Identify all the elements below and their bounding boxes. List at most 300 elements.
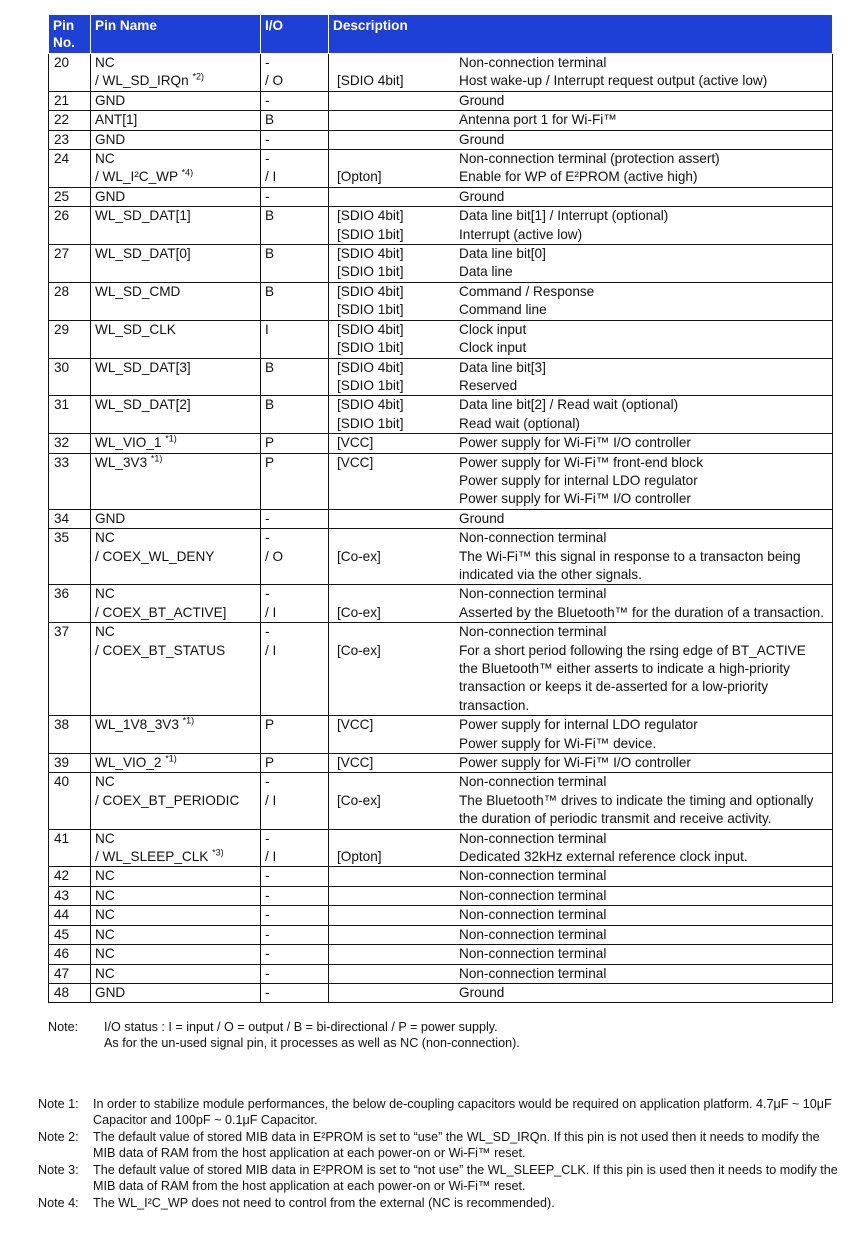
io-cell — [261, 585, 329, 623]
description-line: Command line — [459, 302, 547, 318]
description-cell — [329, 754, 833, 773]
pin-name: / COEX_WL_DENY — [95, 548, 215, 564]
interface-mode — [337, 945, 459, 963]
interface-mode: [SDIO 4bit] — [337, 359, 404, 375]
description-text-column — [459, 434, 832, 452]
pin-name: NC — [95, 586, 115, 602]
description-line: For a short period following the rsing edge of BT_ACTIVE the Bluetooth™ either asserts to indicate a high-priority transaction or keeps it de-asserted for a low-priority transaction. — [459, 642, 806, 713]
pin-number: 39 — [49, 754, 91, 773]
pin-name: NC — [95, 926, 115, 942]
interface-mode-column — [329, 188, 459, 206]
io-type: P — [265, 435, 275, 451]
interface-mode-column — [329, 585, 459, 622]
table-row — [49, 320, 833, 358]
description-text-column — [459, 965, 832, 983]
table-row — [49, 945, 833, 964]
pin-name: / WL_SLEEP_CLK $^{*3)}$ — [95, 847, 224, 865]
io-cell — [261, 130, 329, 149]
pin-name-cell — [91, 396, 261, 434]
description-line: Reserved — [459, 377, 518, 393]
pin-name: WL_SD_CLK — [95, 321, 176, 337]
table-row — [49, 282, 833, 320]
description-line: Interrupt (active low) — [459, 226, 583, 242]
description-line: Power supply for Wi-Fi™ I/O controller — [459, 435, 691, 451]
pin-name-cell — [91, 453, 261, 509]
io-cell — [261, 282, 329, 320]
io-cell — [261, 245, 329, 283]
io-cell — [261, 529, 329, 585]
pin-name: WL_VIO_1 $^{*1)}$ — [95, 433, 177, 451]
table-row — [49, 207, 833, 245]
io-type: - — [265, 774, 270, 790]
io-cell — [261, 207, 329, 245]
description-text-column — [459, 754, 832, 772]
description-cell — [329, 964, 833, 983]
description-cell — [329, 187, 833, 206]
io-cell — [261, 886, 329, 905]
pin-name-cell — [91, 509, 261, 528]
description-text-column — [459, 131, 832, 149]
pin-number: 30 — [49, 358, 91, 396]
description-cell — [329, 282, 833, 320]
description-text-column — [459, 188, 832, 206]
description-line: Non-connection terminal — [459, 55, 607, 70]
interface-mode-column — [329, 111, 459, 129]
description-text-column — [459, 207, 832, 244]
io-type: - — [265, 965, 270, 981]
io-type: - — [265, 926, 270, 942]
pin-name: / COEX_BT_PERIODIC — [95, 792, 240, 808]
interface-mode-column — [329, 54, 459, 91]
io-type: / I — [265, 849, 277, 865]
description-line: Data line bit[2] / Read wait (optional) — [459, 397, 679, 413]
description-line: Data line bit[0] — [459, 246, 546, 262]
io-cell — [261, 320, 329, 358]
io-type: - — [265, 624, 270, 640]
pin-number: 20 — [49, 54, 91, 92]
interface-mode: [SDIO 4bit] — [337, 321, 404, 337]
description-cell — [329, 867, 833, 886]
description-text-column — [459, 716, 832, 753]
table-row — [49, 983, 833, 1002]
interface-mode: [VCC] — [337, 435, 374, 451]
pin-name: GND — [95, 984, 126, 1000]
table-row — [49, 906, 833, 925]
pin-name-cell — [91, 886, 261, 905]
interface-mode-column — [329, 510, 459, 528]
interface-mode: [SDIO 1bit] — [337, 415, 404, 431]
pin-number: 22 — [49, 111, 91, 130]
pin-name-cell — [91, 130, 261, 149]
description-text-column — [459, 529, 832, 584]
interface-mode-column — [329, 396, 459, 433]
footnote-label: Note 3: — [38, 1163, 79, 1177]
interface-mode-column — [329, 207, 459, 244]
io-type: B — [265, 112, 275, 128]
description-cell — [329, 453, 833, 509]
io-type: P — [265, 717, 275, 733]
description-line: Non-connection terminal (protection assert) — [459, 151, 720, 167]
pin-number: 27 — [49, 245, 91, 283]
interface-mode: [Co-ex] — [337, 548, 381, 564]
description-text-column — [459, 830, 832, 867]
table-row — [49, 964, 833, 983]
description-cell — [329, 320, 833, 358]
description-line: Non-connection terminal — [459, 887, 607, 903]
interface-mode: [Co-ex] — [337, 604, 381, 620]
pin-number: 35 — [49, 529, 91, 585]
interface-mode-column — [329, 245, 459, 282]
interface-mode: [SDIO 4bit] — [337, 283, 404, 299]
interface-mode — [337, 623, 459, 641]
description-cell — [329, 358, 833, 396]
interface-mode — [337, 131, 459, 149]
interface-mode: [Co-ex] — [337, 642, 381, 658]
description-line: Non-connection terminal — [459, 965, 607, 981]
interface-mode-column — [329, 773, 459, 828]
pin-name: GND — [95, 131, 126, 147]
io-cell — [261, 716, 329, 754]
pin-name: NC — [95, 965, 115, 981]
pin-name: WL_VIO_2 $^{*1)}$ — [95, 753, 177, 771]
footnote-ref: *1) — [165, 433, 177, 444]
description-line: Power supply for internal LDO regulator — [459, 472, 698, 488]
description-line: Clock input — [459, 340, 527, 356]
interface-mode: [VCC] — [337, 454, 374, 470]
io-type: B — [265, 283, 275, 299]
description-line: Non-connection terminal — [459, 868, 607, 884]
io-type: B — [265, 397, 275, 413]
footnote-ref: *1) — [165, 753, 177, 764]
io-type: - — [265, 830, 270, 846]
pin-number: 33 — [49, 453, 91, 509]
pin-number: 23 — [49, 130, 91, 149]
pin-name-cell — [91, 585, 261, 623]
io-type: / I — [265, 792, 277, 808]
io-cell — [261, 358, 329, 396]
description-line: Non-connection terminal — [459, 586, 607, 602]
description-cell — [329, 434, 833, 453]
interface-mode — [337, 906, 459, 924]
pin-name: / COEX_BT_STATUS — [95, 642, 226, 658]
pin-name-cell — [91, 207, 261, 245]
description-cell — [329, 906, 833, 925]
interface-mode — [337, 54, 459, 72]
description-cell — [329, 945, 833, 964]
io-cell — [261, 829, 329, 867]
pin-number: 42 — [49, 867, 91, 886]
description-cell — [329, 925, 833, 944]
table-row — [49, 773, 833, 829]
interface-mode-column — [329, 321, 459, 358]
table-header-row — [49, 15, 833, 54]
interface-mode — [337, 150, 459, 168]
header-io: I/O — [261, 15, 329, 54]
interface-mode-column — [329, 830, 459, 867]
footnote-ref: *4) — [181, 167, 194, 178]
io-cell — [261, 434, 329, 453]
interface-mode-column — [329, 150, 459, 187]
pin-number: 37 — [49, 623, 91, 716]
interface-mode-column — [329, 945, 459, 963]
table-row — [49, 925, 833, 944]
io-cell — [261, 91, 329, 110]
pin-name: WL_SD_DAT[3] — [95, 359, 191, 375]
description-line: Data line — [459, 264, 513, 280]
pin-number: 34 — [49, 509, 91, 528]
legend-line-2: As for the un-used signal pin, it processes as well as NC (non-connection). — [104, 1036, 520, 1050]
header-pin-name: Pin Name — [91, 15, 261, 54]
interface-mode — [337, 773, 459, 791]
pin-name: GND — [95, 188, 126, 204]
description-text-column — [459, 906, 832, 924]
io-type: B — [265, 208, 275, 224]
interface-mode: [Opton] — [337, 849, 382, 865]
description-text-column — [459, 926, 832, 944]
io-type: - — [265, 907, 270, 923]
description-line: Power supply for internal LDO regulator — [459, 717, 698, 733]
description-line: The Bluetooth™ drives to indicate the timing and optionally the duration of periodic transmit and receive activity. — [459, 792, 814, 827]
pin-name: NC — [95, 55, 115, 70]
description-line: Ground — [459, 131, 505, 147]
io-type: / I — [265, 642, 277, 658]
description-line: Data line bit[3] — [459, 359, 546, 375]
io-cell — [261, 906, 329, 925]
description-line: Ground — [459, 188, 505, 204]
pin-name: WL_3V3 $^{*1)}$ — [95, 453, 163, 470]
description-cell — [329, 130, 833, 149]
description-cell — [329, 207, 833, 245]
pin-number: 45 — [49, 925, 91, 944]
table-row — [49, 358, 833, 396]
pin-name-cell — [91, 434, 261, 453]
footnote-label: Note 2: — [38, 1130, 79, 1144]
io-cell — [261, 867, 329, 886]
table-row — [49, 886, 833, 905]
description-line: Non-connection terminal — [459, 624, 607, 640]
description-line: Non-connection terminal — [459, 774, 607, 790]
interface-mode-column — [329, 754, 459, 772]
pin-name-cell — [91, 91, 261, 110]
io-type: - — [265, 131, 270, 147]
interface-mode — [337, 188, 459, 206]
pin-name-cell — [91, 925, 261, 944]
io-cell — [261, 509, 329, 528]
interface-mode: [VCC] — [337, 717, 374, 733]
description-line: Asserted by the Bluetooth™ for the duration of a transaction. — [459, 604, 824, 620]
table-row — [49, 754, 833, 773]
pin-name: / WL_SD_IRQn $^{*2)}$ — [95, 71, 204, 89]
pin-name-cell — [91, 320, 261, 358]
pin-name: WL_SD_DAT[2] — [95, 397, 191, 413]
pin-name: NC — [95, 907, 115, 923]
io-type: I — [265, 321, 269, 337]
description-text-column — [459, 867, 832, 885]
interface-mode — [337, 111, 459, 129]
footnote-text: In order to stabilize module performances, the below de-coupling capacitors would be required on application platform. 4.7μF ~ 10μF Capacitor and 100pF ~ 0.1μF Capacitor. — [93, 1097, 832, 1127]
description-line: Ground — [459, 984, 505, 1000]
pin-name: ANT[1] — [95, 112, 138, 128]
pin-table — [48, 14, 833, 1003]
description-line: Non-connection terminal — [459, 907, 607, 923]
io-cell — [261, 150, 329, 188]
footnote — [38, 1162, 838, 1194]
io-type: - — [265, 946, 270, 962]
table-row — [49, 245, 833, 283]
pin-name: GND — [95, 510, 126, 526]
description-cell — [329, 886, 833, 905]
pin-name: NC — [95, 530, 115, 546]
pin-number: 21 — [49, 91, 91, 110]
io-type: - — [265, 586, 270, 602]
pin-number: 48 — [49, 983, 91, 1002]
pin-name-cell — [91, 829, 261, 867]
description-text-column — [459, 111, 832, 129]
pin-name: / WL_I²C_WP $^{*4)}$ — [95, 167, 194, 185]
pin-number: 47 — [49, 964, 91, 983]
io-cell — [261, 396, 329, 434]
io-cell — [261, 925, 329, 944]
io-cell — [261, 754, 329, 773]
interface-mode-column — [329, 965, 459, 983]
interface-mode-column — [329, 984, 459, 1002]
interface-mode: [SDIO 1bit] — [337, 377, 404, 393]
interface-mode — [337, 867, 459, 885]
pin-name: NC — [95, 946, 115, 962]
description-line: Power supply for Wi-Fi™ device. — [459, 735, 657, 751]
table-row — [49, 716, 833, 754]
interface-mode: [SDIO 1bit] — [337, 264, 404, 280]
description-line: Clock input — [459, 321, 527, 337]
pin-number: 28 — [49, 282, 91, 320]
pin-name: NC — [95, 830, 115, 846]
pin-number: 43 — [49, 886, 91, 905]
interface-mode — [337, 510, 459, 528]
pin-name-cell — [91, 906, 261, 925]
interface-mode: [SDIO 4bit] — [337, 397, 404, 413]
description-text-column — [459, 454, 832, 509]
description-text-column — [459, 396, 832, 433]
pin-name: NC — [95, 151, 115, 167]
description-cell — [329, 623, 833, 716]
description-line: The Wi-Fi™ this signal in response to a transacton being indicated via the other signals. — [459, 548, 801, 582]
io-type: - — [265, 188, 270, 204]
interface-mode-column — [329, 283, 459, 320]
pin-name: WL_SD_CMD — [95, 283, 181, 299]
table-row — [49, 130, 833, 149]
description-line: Non-connection terminal — [459, 946, 607, 962]
pin-number: 46 — [49, 945, 91, 964]
io-type: / I — [265, 169, 277, 185]
io-type: / I — [265, 604, 277, 620]
description-line: Power supply for Wi-Fi™ I/O controller — [459, 491, 691, 507]
interface-mode: [SDIO 1bit] — [337, 226, 404, 242]
interface-mode-column — [329, 623, 459, 715]
interface-mode: [Co-ex] — [337, 792, 381, 808]
description-text-column — [459, 510, 832, 528]
footnote-label: Note 4: — [38, 1196, 79, 1210]
description-line: Power supply for Wi-Fi™ front-end block — [459, 454, 704, 470]
description-cell — [329, 245, 833, 283]
description-text-column — [459, 359, 832, 396]
description-text-column — [459, 54, 832, 91]
pin-name: NC — [95, 774, 115, 790]
table-row — [49, 396, 833, 434]
pin-number: 24 — [49, 150, 91, 188]
interface-mode: [SDIO 1bit] — [337, 302, 404, 318]
pin-number: 36 — [49, 585, 91, 623]
interface-mode: [Opton] — [337, 169, 382, 185]
io-type: - — [265, 55, 270, 70]
pin-number: 25 — [49, 187, 91, 206]
io-cell — [261, 111, 329, 130]
table-body — [49, 54, 833, 1003]
interface-mode: [SDIO 4bit] — [337, 73, 404, 89]
legend-line-1: I/O status : I = input / O = output / B = bi-directional / P = power supply. — [104, 1020, 498, 1034]
footnote-label: Note 1: — [38, 1097, 79, 1111]
pin-name-cell — [91, 964, 261, 983]
pin-number: 31 — [49, 396, 91, 434]
pin-name-cell — [91, 358, 261, 396]
description-cell — [329, 585, 833, 623]
description-cell — [329, 396, 833, 434]
interface-mode-column — [329, 434, 459, 452]
description-text-column — [459, 245, 832, 282]
io-type: B — [265, 246, 275, 262]
table-row — [49, 509, 833, 528]
table-row — [49, 453, 833, 509]
interface-mode: [VCC] — [337, 755, 374, 771]
pin-name-cell — [91, 716, 261, 754]
table-row — [49, 434, 833, 453]
io-type: B — [265, 359, 275, 375]
pin-number: 32 — [49, 434, 91, 453]
pin-name: WL_SD_DAT[0] — [95, 246, 191, 262]
description-cell — [329, 91, 833, 110]
interface-mode — [337, 926, 459, 944]
pin-name-cell — [91, 867, 261, 886]
table-row — [49, 867, 833, 886]
pin-name-cell — [91, 945, 261, 964]
table-row — [49, 623, 833, 716]
interface-mode — [337, 585, 459, 603]
table-row — [49, 91, 833, 110]
io-type: / O — [265, 548, 284, 564]
pin-name-cell — [91, 111, 261, 130]
io-cell — [261, 54, 329, 92]
interface-mode-column — [329, 887, 459, 905]
table-row — [49, 111, 833, 130]
pin-name-cell — [91, 245, 261, 283]
footnote-ref: *3) — [212, 847, 224, 858]
description-text-column — [459, 773, 832, 828]
interface-mode-column — [329, 867, 459, 885]
interface-mode-column — [329, 131, 459, 149]
footnote-ref: *1) — [182, 715, 195, 726]
description-line: Ground — [459, 92, 505, 108]
pin-name-cell — [91, 773, 261, 829]
description-text-column — [459, 945, 832, 963]
footnote-text: The default value of stored MIB data in E²PROM is set to “use” the WL_SD_IRQn. If this pin is not used then it needs to modify the MIB data of RAM from the host application at each power-on or Wi-Fi™ reset. — [93, 1130, 820, 1160]
interface-mode — [337, 529, 459, 547]
interface-mode-column — [329, 92, 459, 110]
description-line: Command / Response — [459, 283, 595, 299]
io-type: P — [265, 454, 275, 470]
description-cell — [329, 509, 833, 528]
description-cell — [329, 829, 833, 867]
description-text-column — [459, 92, 832, 110]
pin-number: 41 — [49, 829, 91, 867]
